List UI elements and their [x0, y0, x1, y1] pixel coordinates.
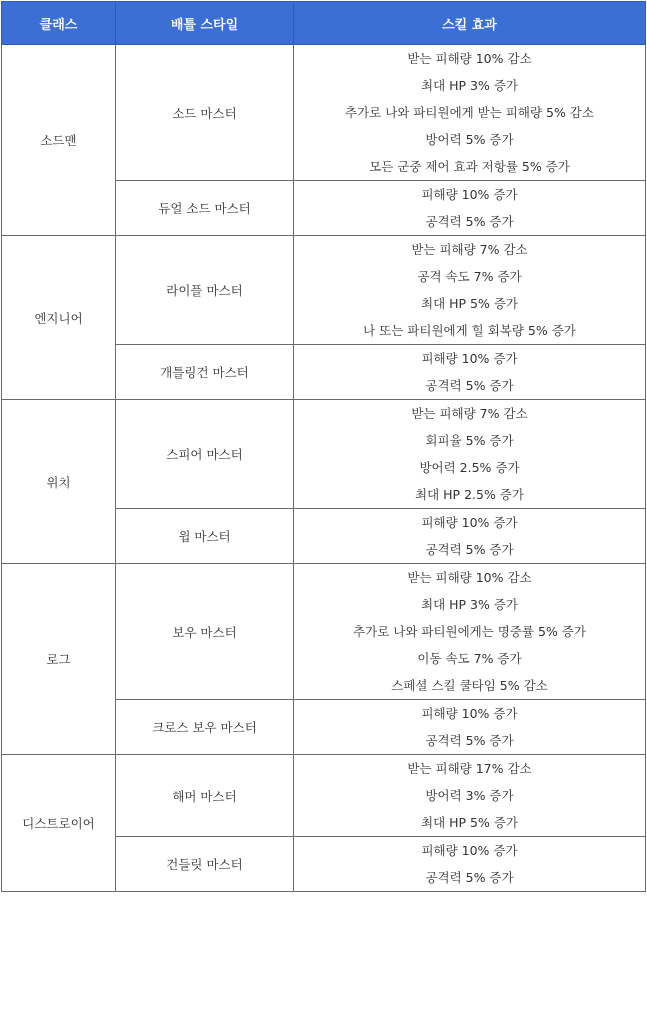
effect-line: 공격력 5% 증가: [425, 378, 514, 393]
table-row: [2, 45, 646, 181]
style-cell: 스피어 마스터: [116, 400, 294, 509]
style-cell: 라이플 마스터: [116, 236, 294, 345]
effects-cell: [294, 400, 646, 509]
effect-line: 최대 HP 2.5% 증가: [415, 487, 524, 502]
effect-line: 방어력 2.5% 증가: [419, 460, 520, 475]
effects-cell: [294, 564, 646, 700]
table-row: [2, 564, 646, 700]
style-cell: 듀얼 소드 마스터: [116, 181, 294, 236]
effect-line: 최대 HP 5% 증가: [421, 815, 518, 830]
effects-cell: [294, 700, 646, 755]
effect-line: 추가로 나와 파티원에게는 명중률 5% 증가: [353, 624, 586, 639]
style-cell: 해머 마스터: [116, 755, 294, 837]
effect-line: 최대 HP 5% 증가: [421, 296, 518, 311]
header-battle-style: 배틀 스타일: [116, 2, 294, 45]
effect-line: 모든 군중 제어 효과 저항률 5% 증가: [369, 159, 570, 174]
effect-line: 피해량 10% 증가: [421, 843, 518, 858]
effect-line: 공격력 5% 증가: [425, 733, 514, 748]
effect-line: 추가로 나와 파티원에게 받는 피해량 5% 감소: [345, 105, 594, 120]
header-row: [2, 2, 646, 45]
class-cell: 디스트로이어: [2, 755, 116, 892]
effects-cell: [294, 181, 646, 236]
effect-line: 피해량 10% 증가: [421, 706, 518, 721]
effects-cell: [294, 345, 646, 400]
effects-cell: [294, 509, 646, 564]
effect-line: 받는 피해량 10% 감소: [407, 51, 532, 66]
skill-table: [1, 1, 646, 892]
table-row: [2, 755, 646, 837]
class-cell: 로그: [2, 564, 116, 755]
effects-cell: [294, 45, 646, 181]
effects-cell: [294, 236, 646, 345]
effect-line: 받는 피해량 17% 감소: [407, 761, 532, 776]
effect-line: 피해량 10% 증가: [421, 351, 518, 366]
effect-line: 공격력 5% 증가: [425, 214, 514, 229]
style-cell: 소드 마스터: [116, 45, 294, 181]
style-cell: 보우 마스터: [116, 564, 294, 700]
effect-line: 공격 속도 7% 증가: [417, 269, 522, 284]
style-cell: 크로스 보우 마스터: [116, 700, 294, 755]
effect-line: 공격력 5% 증가: [425, 542, 514, 557]
style-cell: 건들릿 마스터: [116, 837, 294, 892]
style-cell: 개틀링건 마스터: [116, 345, 294, 400]
effects-cell: [294, 837, 646, 892]
table-row: [2, 236, 646, 345]
effect-line: 방어력 3% 증가: [425, 788, 514, 803]
effect-line: 받는 피해량 7% 감소: [411, 406, 528, 421]
effect-line: 받는 피해량 10% 감소: [407, 570, 532, 585]
effect-line: 나 또는 파티원에게 힐 회복량 5% 증가: [363, 323, 576, 338]
header-class: 클래스: [2, 2, 116, 45]
effect-line: 최대 HP 3% 증가: [421, 597, 518, 612]
effect-line: 회피율 5% 증가: [425, 433, 514, 448]
class-cell: 위치: [2, 400, 116, 564]
effect-line: 방어력 5% 증가: [425, 132, 514, 147]
effect-line: 받는 피해량 7% 감소: [411, 242, 528, 257]
effect-line: 스페셜 스킬 쿨타임 5% 감소: [391, 678, 548, 693]
effect-line: 최대 HP 3% 증가: [421, 78, 518, 93]
class-cell: 소드맨: [2, 45, 116, 236]
effect-line: 이동 속도 7% 증가: [417, 651, 522, 666]
style-cell: 윕 마스터: [116, 509, 294, 564]
effect-line: 공격력 5% 증가: [425, 870, 514, 885]
table-row: [2, 400, 646, 509]
effect-line: 피해량 10% 증가: [421, 187, 518, 202]
effects-cell: [294, 755, 646, 837]
effect-line: 피해량 10% 증가: [421, 515, 518, 530]
header-skill-effect: 스킬 효과: [294, 2, 646, 45]
class-cell: 엔지니어: [2, 236, 116, 400]
